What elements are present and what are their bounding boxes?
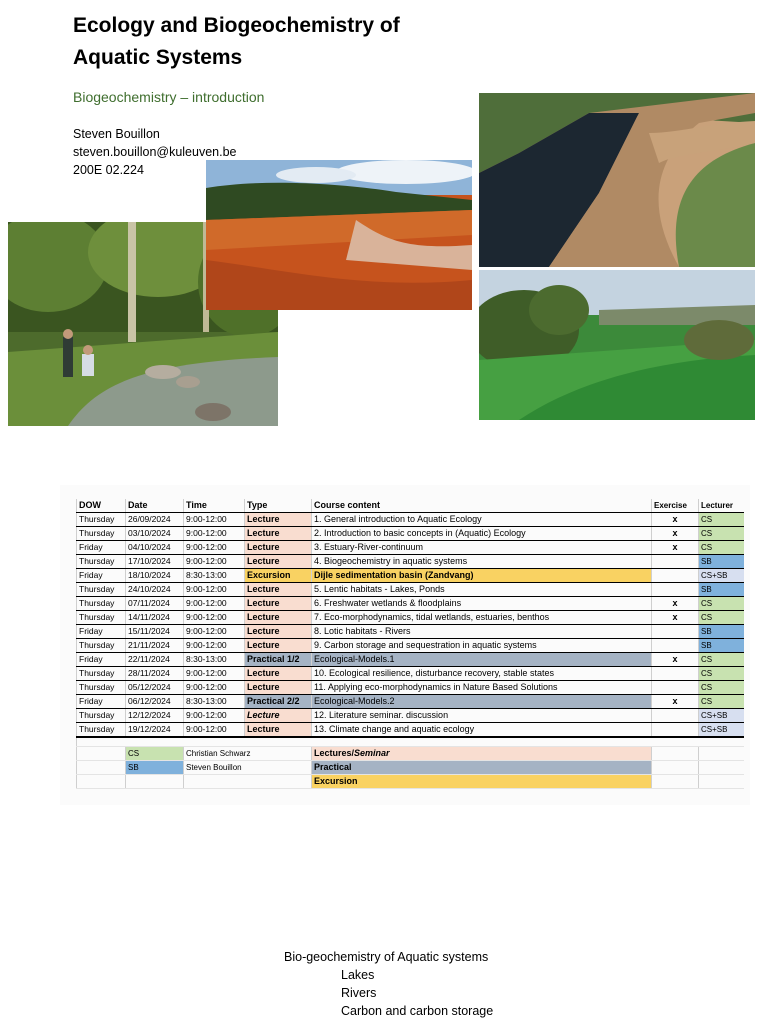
cell-exercise <box>652 555 699 569</box>
cell-lecturer: CS+SB <box>699 569 744 583</box>
table-row <box>77 597 744 611</box>
cell-lecturer: SB <box>699 625 744 639</box>
cell-time: 9:00-12:00 <box>184 681 245 695</box>
table-row <box>77 583 744 597</box>
table-row <box>77 541 744 555</box>
course-schedule <box>60 485 750 805</box>
cell-exercise: x <box>652 653 699 667</box>
cell-lecturer: CS <box>699 667 744 681</box>
table-row <box>77 555 744 569</box>
cell-lecturer: CS <box>699 527 744 541</box>
cell-exercise: x <box>652 695 699 709</box>
cell-date: 07/11/2024 <box>126 597 184 611</box>
col-header: Type <box>245 499 312 513</box>
author-name: Steven Bouillon <box>73 127 160 141</box>
cell-lecturer: CS <box>699 597 744 611</box>
cell-date: 17/10/2024 <box>126 555 184 569</box>
cell-date: 05/12/2024 <box>126 681 184 695</box>
cell-date: 28/11/2024 <box>126 667 184 681</box>
cell-content: 9. Carbon storage and sequestration in aquatic systems <box>312 639 652 653</box>
water-hyacinth-wetland-photo <box>479 270 755 420</box>
cell-content: 1. General introduction to Aquatic Ecology <box>312 513 652 527</box>
cell-dow: Thursday <box>77 513 126 527</box>
col-header: DOW <box>77 499 126 513</box>
cell-date: 12/12/2024 <box>126 709 184 723</box>
cell-exercise: x <box>652 527 699 541</box>
topic-item: Rivers <box>341 986 377 1000</box>
cell-dow: Thursday <box>77 667 126 681</box>
cell-date: 06/12/2024 <box>126 695 184 709</box>
cell-dow: Friday <box>77 569 126 583</box>
cell-type: Lecture <box>245 681 312 695</box>
cell-date: 22/11/2024 <box>126 653 184 667</box>
cell-content: 10. Ecological resilience, disturbance recovery, stable states <box>312 667 652 681</box>
cell-type: Lecture <box>245 555 312 569</box>
cell-content: 2. Introduction to basic concepts in (Aquatic) Ecology <box>312 527 652 541</box>
cell-dow: Friday <box>77 653 126 667</box>
cell-content: 11. Applying eco-morphodynamics in Nature Based Solutions <box>312 681 652 695</box>
cell-dow: Thursday <box>77 597 126 611</box>
cell-lecturer: CS <box>699 513 744 527</box>
cell-type: Lecture <box>245 611 312 625</box>
cell-dow: Thursday <box>77 527 126 541</box>
cell-date: 26/09/2024 <box>126 513 184 527</box>
slide-subtitle: Biogeochemistry – introduction <box>73 89 265 105</box>
cell-exercise <box>652 709 699 723</box>
cell-lecturer: CS <box>699 611 744 625</box>
cell-content: 12. Literature seminar. discussion <box>312 709 652 723</box>
table-row <box>77 667 744 681</box>
cell-exercise <box>652 625 699 639</box>
table-header-row <box>77 499 744 513</box>
cell-time: 8:30-13:00 <box>184 695 245 709</box>
legend-practical: Practical <box>312 761 652 775</box>
cell-lecturer: CS <box>699 681 744 695</box>
table-row <box>77 653 744 667</box>
cell-lecturer: SB <box>699 639 744 653</box>
topic-item: Carbon and carbon storage <box>341 1004 494 1018</box>
cell-dow: Friday <box>77 695 126 709</box>
cell-time: 9:00-12:00 <box>184 639 245 653</box>
cell-time: 9:00-12:00 <box>184 555 245 569</box>
cell-dow: Thursday <box>77 681 126 695</box>
cell-type: Lecture <box>245 541 312 555</box>
cell-type: Lecture <box>245 527 312 541</box>
cell-lecturer: CS+SB <box>699 709 744 723</box>
legend-row-excursion <box>77 775 744 789</box>
table-row <box>77 527 744 541</box>
cell-dow: Thursday <box>77 723 126 738</box>
cell-type: Lecture <box>245 723 312 738</box>
cell-dow: Friday <box>77 541 126 555</box>
cell-lecturer: SB <box>699 555 744 569</box>
col-header: Date <box>126 499 184 513</box>
table-row <box>77 639 744 653</box>
cell-type: Lecture <box>245 513 312 527</box>
cell-dow: Thursday <box>77 555 126 569</box>
slide-title <box>73 10 493 74</box>
cell-content: 6. Freshwater wetlands & floodplains <box>312 597 652 611</box>
legend-code-cs: CS <box>126 747 184 761</box>
cell-time: 9:00-12:00 <box>184 667 245 681</box>
cell-content: 5. Lentic habitats - Lakes, Ponds <box>312 583 652 597</box>
cell-date: 15/11/2024 <box>126 625 184 639</box>
cell-type: Lecture <box>245 597 312 611</box>
cell-dow: Thursday <box>77 709 126 723</box>
cell-type: Lecture <box>245 583 312 597</box>
cell-date: 03/10/2024 <box>126 527 184 541</box>
cell-exercise <box>652 569 699 583</box>
cell-content: 13. Climate change and aquatic ecology <box>312 723 652 738</box>
cell-type: Lecture <box>245 667 312 681</box>
cell-content: 4. Biogeochemistry in aquatic systems <box>312 555 652 569</box>
legend-name-sb: Steven Bouillon <box>184 761 312 775</box>
cell-content: 3. Estuary-River-continuum <box>312 541 652 555</box>
legend-row-cs <box>77 747 744 761</box>
cell-time: 8:30-13:00 <box>184 653 245 667</box>
table-row <box>77 513 744 527</box>
legend-name-cs: Christian Schwarz <box>184 747 312 761</box>
cell-type: Lecture <box>245 639 312 653</box>
cell-lecturer: CS <box>699 653 744 667</box>
cell-time: 9:00-12:00 <box>184 723 245 738</box>
table-row <box>77 681 744 695</box>
author-office: 200E 02.224 <box>73 163 144 177</box>
legend-code-sb: SB <box>126 761 184 775</box>
cell-type: Practical 2/2 <box>245 695 312 709</box>
cell-time: 9:00-12:00 <box>184 513 245 527</box>
river-confluence-aerial-photo <box>479 93 755 267</box>
cell-lecturer: CS <box>699 695 744 709</box>
cell-exercise: x <box>652 541 699 555</box>
cell-exercise: x <box>652 513 699 527</box>
legend-row-sb <box>77 761 744 775</box>
table-row <box>77 569 744 583</box>
topics-list <box>284 948 493 1020</box>
legend-lectures: Lectures/Seminar <box>312 747 652 761</box>
cell-lecturer: CS <box>699 541 744 555</box>
schedule-table <box>76 499 744 789</box>
table-row <box>77 611 744 625</box>
cell-time: 9:00-12:00 <box>184 709 245 723</box>
cell-content: 7. Eco-morphodynamics, tidal wetlands, estuaries, benthos <box>312 611 652 625</box>
cell-dow: Thursday <box>77 583 126 597</box>
topics-heading: Bio-geochemistry of Aquatic systems <box>284 950 489 964</box>
col-header: Lecturer <box>699 499 744 513</box>
cell-date: 24/10/2024 <box>126 583 184 597</box>
cell-content: 8. Lotic habitats - Rivers <box>312 625 652 639</box>
cell-exercise <box>652 583 699 597</box>
eroded-red-soil-photo <box>206 160 472 310</box>
cell-content: Ecological-Models.1 <box>312 653 652 667</box>
cell-time: 9:00-12:00 <box>184 611 245 625</box>
cell-exercise <box>652 639 699 653</box>
legend-excursion: Excursion <box>312 775 652 789</box>
cell-type: Lecture <box>245 709 312 723</box>
cell-dow: Thursday <box>77 611 126 625</box>
cell-exercise <box>652 667 699 681</box>
cell-date: 19/12/2024 <box>126 723 184 738</box>
cell-type: Practical 1/2 <box>245 653 312 667</box>
cell-content: Dijle sedimentation basin (Zandvang) <box>312 569 652 583</box>
col-header: Exercise <box>652 499 699 513</box>
table-row <box>77 709 744 723</box>
cell-date: 18/10/2024 <box>126 569 184 583</box>
cell-type: Excursion <box>245 569 312 583</box>
cell-time: 9:00-12:00 <box>184 597 245 611</box>
title-line-2: Aquatic Systems <box>73 46 243 69</box>
topic-item: Lakes <box>341 968 375 982</box>
cell-dow: Friday <box>77 625 126 639</box>
cell-exercise: x <box>652 611 699 625</box>
cell-time: 9:00-12:00 <box>184 583 245 597</box>
col-header: Course content <box>312 499 652 513</box>
cell-lecturer: SB <box>699 583 744 597</box>
cell-type: Lecture <box>245 625 312 639</box>
table-row <box>77 625 744 639</box>
cell-exercise: x <box>652 597 699 611</box>
title-line-1: Ecology and Biogeochemistry of <box>73 14 400 37</box>
cell-time: 9:00-12:00 <box>184 625 245 639</box>
cell-time: 9:00-12:00 <box>184 541 245 555</box>
cell-dow: Thursday <box>77 639 126 653</box>
cell-date: 04/10/2024 <box>126 541 184 555</box>
cell-date: 14/11/2024 <box>126 611 184 625</box>
cell-date: 21/11/2024 <box>126 639 184 653</box>
cell-time: 8:30-13:00 <box>184 569 245 583</box>
author-email: steven.bouillon@kuleuven.be <box>73 145 237 159</box>
cell-content: Ecological-Models.2 <box>312 695 652 709</box>
cell-exercise <box>652 681 699 695</box>
cell-time: 9:00-12:00 <box>184 527 245 541</box>
table-row <box>77 695 744 709</box>
cell-exercise <box>652 723 699 738</box>
cell-lecturer: CS+SB <box>699 723 744 738</box>
table-row <box>77 723 744 738</box>
col-header: Time <box>184 499 245 513</box>
